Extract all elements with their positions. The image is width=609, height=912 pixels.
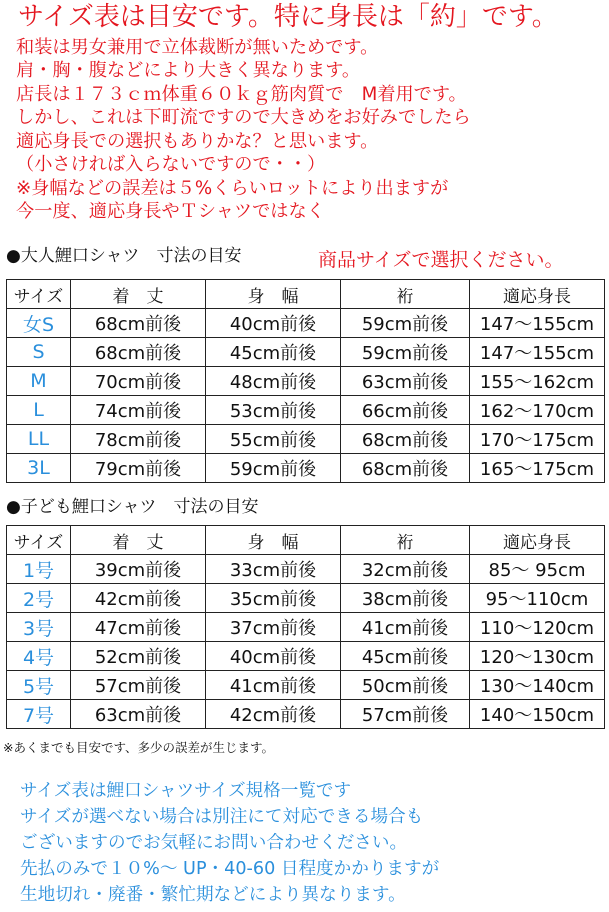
size-cell: M — [7, 367, 71, 396]
measurement-cell: 130〜140cm — [470, 671, 605, 700]
table-row — [7, 642, 605, 671]
measurement-cell: 45cm前後 — [206, 338, 341, 367]
column-header: サイズ — [7, 280, 71, 309]
measurement-cell: 41cm前後 — [206, 671, 341, 700]
table-header-row — [7, 280, 605, 309]
size-cell: 3号 — [7, 613, 71, 642]
footer-line: サイズが選べない場合は別注にて対応できる場合も — [20, 807, 424, 827]
kids-table-heading: ●子ども鯉口シャツ 寸法の目安 — [6, 497, 259, 517]
measurement-cell: 38cm前後 — [341, 584, 470, 613]
measurement-cell: 95〜110cm — [470, 584, 605, 613]
intro-line: 肩・胸・腹などにより大きく異なります。 — [16, 60, 361, 81]
measurement-cell: 41cm前後 — [341, 613, 470, 642]
table-row — [7, 396, 605, 425]
table-row — [7, 700, 605, 729]
footer-line: ございますのでお気軽にお問い合わせください。 — [20, 833, 408, 853]
measurement-cell: 162〜170cm — [470, 396, 605, 425]
footer-line: 先払のみで１０%〜 UP・40-60 日程度かかりますが — [20, 859, 440, 879]
table-row — [7, 338, 605, 367]
measurement-cell: 57cm前後 — [71, 671, 206, 700]
table-row — [7, 584, 605, 613]
table-row — [7, 367, 605, 396]
measurement-cell: 85〜 95cm — [470, 555, 605, 584]
measurement-cell: 68cm前後 — [71, 309, 206, 338]
column-header: 適応身長 — [470, 280, 605, 309]
measurement-cell: 59cm前後 — [341, 338, 470, 367]
table-row — [7, 309, 605, 338]
measurement-cell: 147〜155cm — [470, 309, 605, 338]
measurement-cell: 42cm前後 — [206, 700, 341, 729]
intro-line: ※身幅などの誤差は５%くらいロットにより出ますが — [16, 178, 449, 199]
intro-line: しかし、これは下町流ですので大きめをお好みでしたら — [16, 107, 471, 128]
intro-line: 適応身長での選択もありかな？と思います。 — [16, 131, 379, 152]
intro-line: 店長は１７３ｃｍ体重６０ｋｇ筋肉質で M着用です。 — [16, 84, 467, 105]
column-header: 適応身長 — [470, 526, 605, 555]
size-cell: LL — [7, 425, 71, 454]
measurement-cell: 68cm前後 — [71, 338, 206, 367]
column-header: サイズ — [7, 526, 71, 555]
measurement-cell: 39cm前後 — [71, 555, 206, 584]
size-cell: 2号 — [7, 584, 71, 613]
footer-line: サイズ表は鯉口シャツサイズ規格一覧です — [20, 781, 352, 801]
table-row — [7, 425, 605, 454]
measurement-cell: 59cm前後 — [206, 454, 341, 483]
measurement-cell: 55cm前後 — [206, 425, 341, 454]
column-header: 着 丈 — [71, 280, 206, 309]
measurement-cell: 50cm前後 — [341, 671, 470, 700]
measurement-cell: 53cm前後 — [206, 396, 341, 425]
measurement-cell: 32cm前後 — [341, 555, 470, 584]
measurement-cell: 68cm前後 — [341, 425, 470, 454]
adult-size-table — [6, 279, 605, 483]
measurement-cell: 140〜150cm — [470, 700, 605, 729]
measurement-cell: 59cm前後 — [341, 309, 470, 338]
measurement-cell: 48cm前後 — [206, 367, 341, 396]
table-header-row — [7, 526, 605, 555]
measurement-cell: 170〜175cm — [470, 425, 605, 454]
measurement-cell: 52cm前後 — [71, 642, 206, 671]
table-row — [7, 613, 605, 642]
measurement-cell: 63cm前後 — [341, 367, 470, 396]
disclaimer-note: ※あくまでも目安です、多少の誤差が生じます。 — [3, 740, 274, 755]
measurement-cell: 110〜120cm — [470, 613, 605, 642]
measurement-cell: 66cm前後 — [341, 396, 470, 425]
measurement-cell: 79cm前後 — [71, 454, 206, 483]
column-header: 着 丈 — [71, 526, 206, 555]
measurement-cell: 147〜155cm — [470, 338, 605, 367]
measurement-cell: 45cm前後 — [341, 642, 470, 671]
measurement-cell: 120〜130cm — [470, 642, 605, 671]
table-row — [7, 454, 605, 483]
measurement-cell: 33cm前後 — [206, 555, 341, 584]
table-row — [7, 555, 605, 584]
measurement-cell: 35cm前後 — [206, 584, 341, 613]
measurement-cell: 155〜162cm — [470, 367, 605, 396]
measurement-cell: 165〜175cm — [470, 454, 605, 483]
measurement-cell: 63cm前後 — [71, 700, 206, 729]
column-header: 裄 — [341, 280, 470, 309]
measurement-cell: 74cm前後 — [71, 396, 206, 425]
intro-line: 今一度、適応身長やＴシャツではなく — [16, 201, 325, 222]
measurement-cell: 42cm前後 — [71, 584, 206, 613]
measurement-cell: 70cm前後 — [71, 367, 206, 396]
kids-size-table — [6, 525, 605, 729]
size-cell: 4号 — [7, 642, 71, 671]
size-cell: 7号 — [7, 700, 71, 729]
column-header: 身 幅 — [206, 280, 341, 309]
size-cell: L — [7, 396, 71, 425]
column-header: 裄 — [341, 526, 470, 555]
footer-line: 生地切れ・廃番・繁忙期などにより異なります。 — [20, 885, 406, 905]
size-cell: 女S — [7, 309, 71, 338]
measurement-cell: 68cm前後 — [341, 454, 470, 483]
measurement-cell: 37cm前後 — [206, 613, 341, 642]
measurement-cell: 57cm前後 — [341, 700, 470, 729]
column-header: 身 幅 — [206, 526, 341, 555]
size-cell: 3L — [7, 454, 71, 483]
adult-table-heading: ●大人鯉口シャツ 寸法の目安 — [6, 246, 242, 266]
size-cell: S — [7, 338, 71, 367]
page-title: サイズ表は目安です。特に身長は「約」です。 — [18, 2, 558, 32]
intro-line: 和装は男女兼用で立体裁断が無いためです。 — [16, 37, 379, 58]
table-row — [7, 671, 605, 700]
size-cell: 5号 — [7, 671, 71, 700]
measurement-cell: 47cm前後 — [71, 613, 206, 642]
selection-request: 商品サイズで選択ください。 — [318, 249, 564, 271]
measurement-cell: 78cm前後 — [71, 425, 206, 454]
size-cell: 1号 — [7, 555, 71, 584]
measurement-cell: 40cm前後 — [206, 309, 341, 338]
intro-line: （小さければ入らないですので・・） — [16, 154, 326, 175]
measurement-cell: 40cm前後 — [206, 642, 341, 671]
